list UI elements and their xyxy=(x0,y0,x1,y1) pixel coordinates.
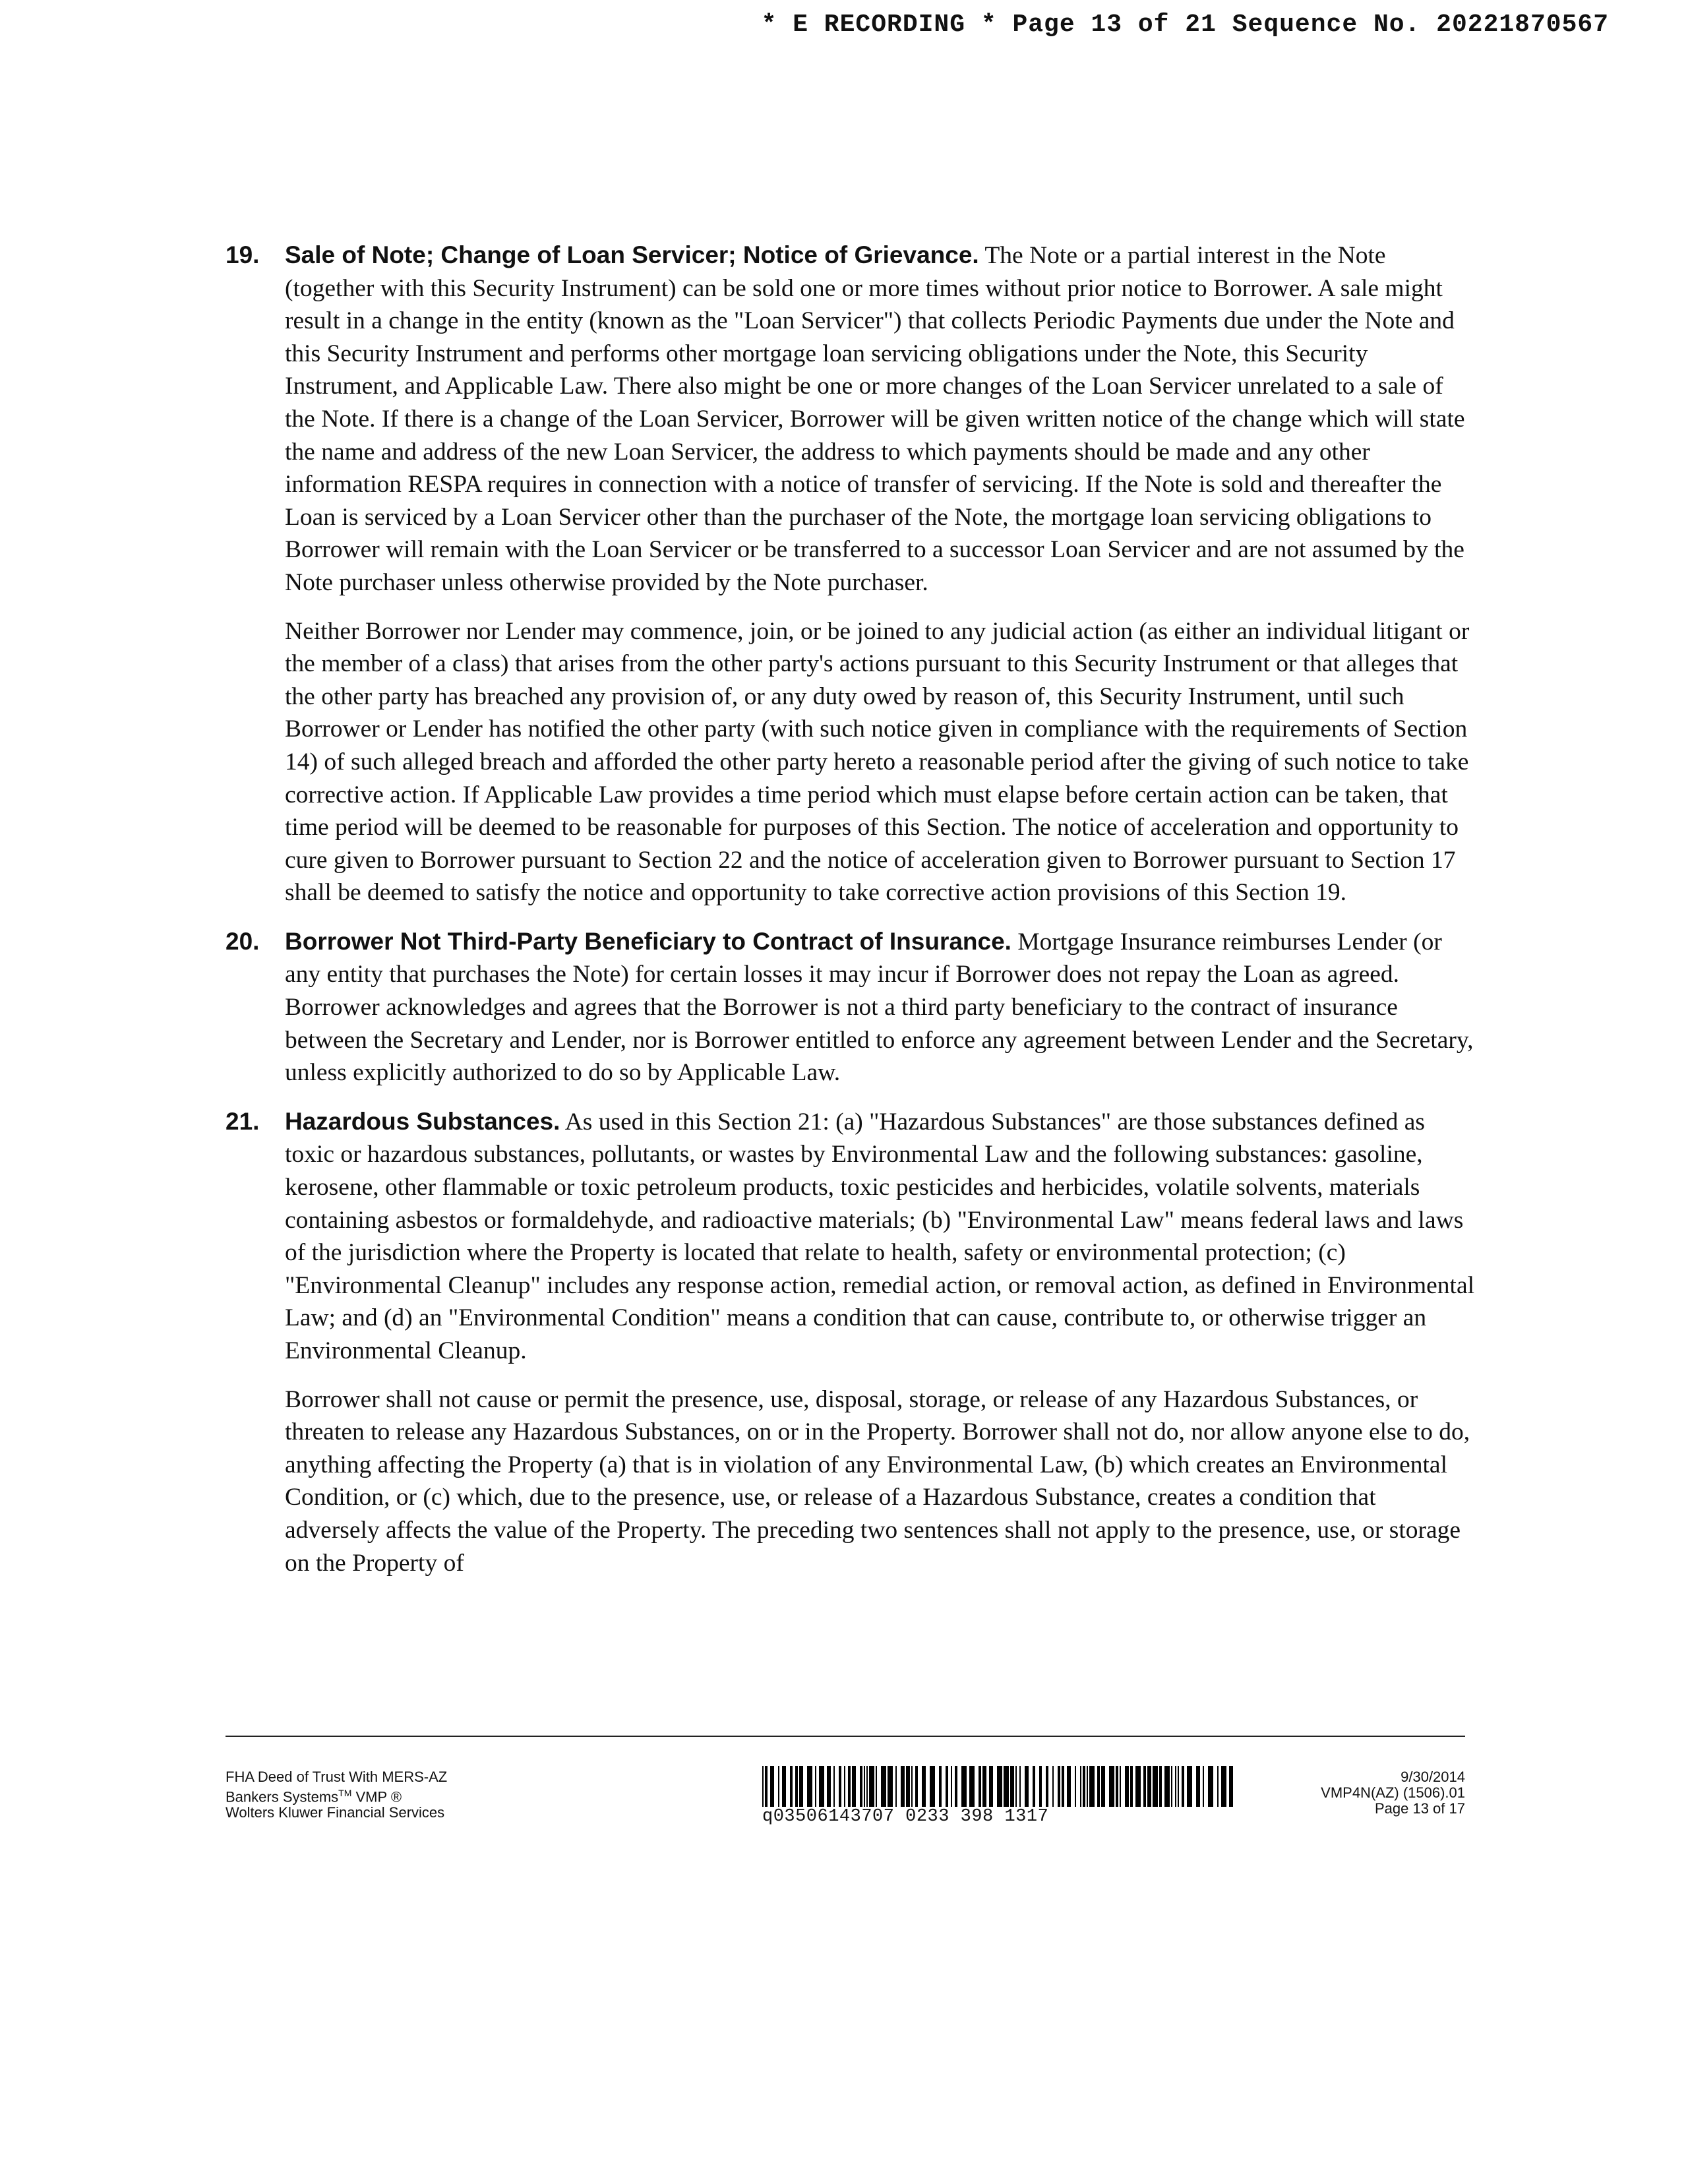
barcode-bar xyxy=(1120,1766,1121,1807)
barcode-bar xyxy=(864,1766,865,1807)
barcode-bar xyxy=(901,1766,905,1807)
barcode-bar xyxy=(951,1766,952,1807)
barcode-bar xyxy=(1229,1766,1233,1807)
barcode-block xyxy=(762,1766,1237,1827)
barcode-bar xyxy=(906,1766,910,1807)
barcode-bar xyxy=(790,1766,793,1807)
section-number: 20. xyxy=(226,927,260,955)
section-paragraph-2: Borrower shall not cause or permit the presence, use, disposal, storage, or release of any Hazardous Substances, or threaten to release any Hazardous Substances, on or in the Property. Borrower shall not do, nor allow anyone else to do, anything affecting the Property (a) that is in violation of any Environmental Law, (b) which creates an Environmental Condition, or (c) which, due to the presence, use, or release of a Hazardous Substance, creates a condition that adversely affects the value of the Property. The preceding two sentences shall not apply to the presence, use, or storage on the Property of xyxy=(285,1385,1470,1577)
barcode-bar xyxy=(888,1766,893,1807)
barcode-bar xyxy=(827,1766,831,1807)
barcode-bar xyxy=(989,1766,993,1807)
barcode-bar xyxy=(819,1766,824,1807)
barcode-bar xyxy=(860,1766,862,1807)
barcode-bar xyxy=(1033,1766,1035,1807)
footer-form-meta xyxy=(1321,1769,1465,1817)
barcode-bar xyxy=(1175,1766,1176,1807)
barcode-bar xyxy=(866,1766,868,1807)
barcode-bar xyxy=(1130,1766,1133,1807)
barcode-bar xyxy=(1058,1766,1060,1807)
recording-header: * E RECORDING * Page 13 of 21 Sequence No. 20221870567 xyxy=(761,11,1609,39)
footer-company: Wolters Kluwer Financial Services xyxy=(226,1804,445,1821)
barcode-bar xyxy=(1125,1766,1129,1807)
barcode-bar xyxy=(852,1766,856,1807)
barcode-bar xyxy=(1208,1766,1213,1807)
section-20 xyxy=(0,925,1688,1089)
barcode-text: q03506143707 0233 398 1317 xyxy=(762,1807,1049,1827)
section-paragraph xyxy=(285,1105,1476,1368)
section-paragraph xyxy=(285,925,1476,1089)
barcode-bar xyxy=(1159,1766,1162,1807)
section-text: The Note or a partial interest in the Note (together with this Security Instrument) can be sold one or more times without prior notice to Borrower. A sale might result in a change in the entity (known as the "Loan Servicer") that collects Periodic Payments due under the Note and this Security Instrument and performs other mortgage loan servicing obligations under the Note, this Security Instrument, and Applicable Law. There also might be one or more changes of the Loan Servicer unrelated to a sale of the Note. If there is a change of the Loan Servicer, Borrower will be given written notice of the change which will state the name and address of the new Loan Servicer, the address to which payments should be made and any other information RESPA requires in connection with a notice of transfer of servicing. If the Note is sold and thereafter the Loan is serviced by a Loan Servicer other than the purchaser of the Note, the mortgage loan servicing obligations to Borrower will remain with the Loan Servicer or be transferred to a successor Loan Servicer and are not assumed by the Note purchaser unless otherwise provided by the Note purchaser. xyxy=(285,242,1465,596)
barcode-bar xyxy=(1039,1766,1042,1807)
barcode-bar xyxy=(979,1766,981,1807)
barcode-bar xyxy=(911,1766,913,1807)
barcode-bar xyxy=(815,1766,816,1807)
footer-form-title: FHA Deed of Trust With MERS-AZ xyxy=(226,1769,448,1785)
section-text: As used in this Section 21: (a) "Hazardous Substances" are those substances defined as toxic or hazardous substances, pollutants, or wastes by Environmental Law and the following substances: gasoline, kerosene, other flammable or toxic petroleum products, toxic pesticides and herbicides, volatile solvents, materials containing asbestos or formaldehyde, and radioactive materials; (b) "Environmental Law" means federal laws and laws of the jurisdiction where the Property is located that relate to health, safety or environmental protection; (c) "Environmental Cleanup" includes any response action, remedial action, or removal action, as defined in Environmental Law; and (d) an "Environmental Condition" means a condition that can cause, contribute to, or otherwise trigger an Environmental Cleanup. xyxy=(285,1108,1475,1364)
barcode-bar xyxy=(1015,1766,1017,1807)
barcode-bar xyxy=(1075,1766,1076,1807)
section-heading: Hazardous Substances. xyxy=(285,1107,560,1135)
section-heading: Borrower Not Third-Party Beneficiary to Contract of Insurance. xyxy=(285,927,1011,955)
barcode-bar xyxy=(1135,1766,1141,1807)
barcode-bar xyxy=(1089,1766,1095,1807)
barcode-bar xyxy=(1083,1766,1085,1807)
barcode-bar xyxy=(961,1766,967,1807)
barcode-bar xyxy=(778,1766,779,1807)
barcode-bar xyxy=(922,1766,926,1807)
barcode-bar xyxy=(1196,1766,1200,1807)
barcode-bar xyxy=(770,1766,774,1807)
barcode-bar xyxy=(1147,1766,1151,1807)
barcode-bar xyxy=(799,1766,803,1807)
barcode-bar xyxy=(807,1766,812,1807)
footer-vendor-brand: VMP ® xyxy=(351,1788,402,1805)
section-text: Mortgage Insurance reimburses Lender (or any entity that purchases the Note) for certain losses it may incur if Borrower does not repay the Loan as agreed. Borrower acknowledges and agrees that the Borrower is not a third party beneficiary to the contract of insurance between the Secretary and Lender, nor is Borrower entitled to enforce any agreement between Lender and the Secretary, unless explicitly authorized to do so by Applicable Law. xyxy=(285,928,1474,1087)
footer-page-number: Page 13 of 17 xyxy=(1374,1800,1465,1817)
barcode-bar xyxy=(881,1766,886,1807)
barcode-bar xyxy=(1217,1766,1219,1807)
section-heading: Sale of Note; Change of Loan Servicer; Notice of Grievance. xyxy=(285,241,979,268)
footer-form-info xyxy=(226,1769,447,1821)
footer-vendor xyxy=(226,1785,447,1805)
barcode-bar xyxy=(1019,1766,1021,1807)
barcode-bar xyxy=(1203,1766,1204,1807)
barcode-bar xyxy=(982,1766,986,1807)
barcode-bar xyxy=(1171,1766,1172,1807)
footer-date: 9/30/2014 xyxy=(1401,1769,1465,1785)
barcode-bar xyxy=(1221,1766,1226,1807)
barcode-bar xyxy=(839,1766,841,1807)
document-body xyxy=(0,239,1688,1595)
barcode-bar xyxy=(1046,1766,1048,1807)
barcode-bar xyxy=(1010,1766,1014,1807)
barcode-bar xyxy=(1182,1766,1184,1807)
barcode-bar xyxy=(1143,1766,1146,1807)
section-paragraph xyxy=(285,239,1476,599)
barcode-bar xyxy=(1109,1766,1114,1807)
barcode-bar xyxy=(1153,1766,1158,1807)
barcode-bar xyxy=(795,1766,798,1807)
section-21 xyxy=(0,1105,1688,1579)
barcode-bar xyxy=(997,1766,1002,1807)
trademark-mark: TM xyxy=(338,1788,352,1798)
barcode-bar xyxy=(1052,1766,1054,1807)
barcode-bar xyxy=(762,1766,764,1807)
barcode-bar xyxy=(915,1766,918,1807)
barcode-bar xyxy=(876,1766,877,1807)
section-paragraph-2: Neither Borrower nor Lender may commence, join, or be joined to any judicial action (as either an individual litigant or the member of a class) that arises from the other party's actions pursuant to this Security Instrument or that alleges that the other party has breached any provision of, or any duty owed by reason of, this Security Instrument, until such Borrower or Lender has notified the other party (with such notice given in compliance with the requirements of Section 14) of such alleged breach and afforded the other party hereto a reasonable period after the giving of such notice to take corrective action. If Applicable Law provides a time period which must elapse before certain action can be taken, that time period will be deemed to be reasonable for purposes of this Section. The notice of acceleration and opportunity to cure given to Borrower pursuant to Section 22 and the notice of acceleration given to Borrower pursuant to Section 17 shall be deemed to satisfy the notice and opportunity to take corrective action provisions of this Section 19. xyxy=(285,617,1470,907)
barcode-bar xyxy=(1101,1766,1105,1807)
barcode-bar xyxy=(895,1766,897,1807)
barcode-bar xyxy=(930,1766,935,1807)
section-19 xyxy=(0,239,1688,909)
barcode-bar xyxy=(844,1766,845,1807)
barcode-bar xyxy=(1062,1766,1064,1807)
section-number: 19. xyxy=(226,241,260,268)
barcode-bar xyxy=(1025,1766,1029,1807)
barcode-bar xyxy=(1097,1766,1100,1807)
barcode-bar xyxy=(1116,1766,1118,1807)
barcode-bar xyxy=(1178,1766,1179,1807)
barcode-bar xyxy=(782,1766,786,1807)
section-number: 21. xyxy=(226,1107,260,1135)
footer-form-code: VMP4N(AZ) (1506).01 xyxy=(1321,1784,1465,1801)
barcode-bar xyxy=(955,1766,957,1807)
barcode-bar xyxy=(1187,1766,1192,1807)
barcode-bar xyxy=(946,1766,948,1807)
barcode-bar xyxy=(833,1766,835,1807)
footer-divider xyxy=(226,1736,1465,1737)
barcode-image xyxy=(762,1766,1237,1807)
barcode-bar xyxy=(969,1766,975,1807)
barcode-bar xyxy=(848,1766,851,1807)
barcode-bar xyxy=(939,1766,942,1807)
barcode-bar xyxy=(1067,1766,1071,1807)
footer-vendor-name: Bankers Systems xyxy=(226,1788,339,1805)
barcode-bar xyxy=(1004,1766,1009,1807)
barcode-bar xyxy=(1080,1766,1081,1807)
barcode-bar xyxy=(765,1766,768,1807)
barcode-bar xyxy=(1164,1766,1170,1807)
barcode-bar xyxy=(1087,1766,1088,1807)
barcode-bar xyxy=(869,1766,874,1807)
